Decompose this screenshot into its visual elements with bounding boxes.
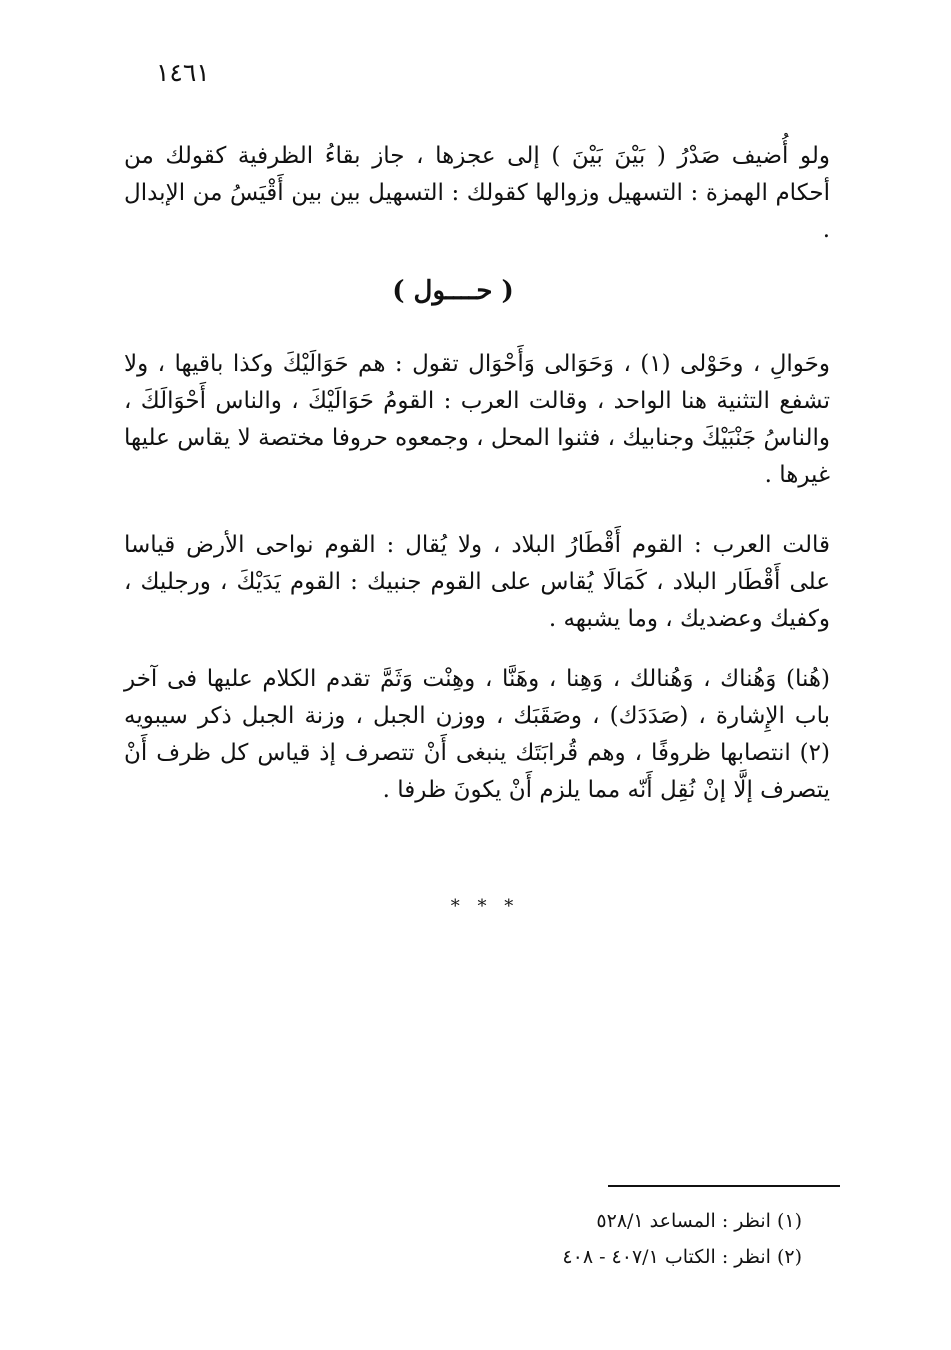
paragraph-text: وحَوالِ ، وحَوْلى (١) ، وَحَوَالى وَأَحْوَال تقول : هم حَوَالَيْكَ وكذا باقيها ، ولا تشفع التثنية هنا الواحد ، وقالت العرب : القومُ حَوَالَيْكَ ، والناس أَحْوَالَكَ ، والناسُ جَنْبَيْكَ وجنابيك ، فثنوا المحل ، وجمعوه حروفا مختصة لا يقاس عليها غيرها . xyxy=(124,351,830,488)
paragraph-1 xyxy=(124,346,830,494)
page-number: ١٤٦١ xyxy=(156,58,210,87)
paragraph-3 xyxy=(124,661,830,809)
paragraph-text: قالت العرب : القوم أَقْطَارُ البلاد ، ولا يُقال : القوم نواحى الأرض قياسا على أَقْطَار البلاد ، كَمَالَا يُقاس على القوم جنبيك : القوم يَدَيْكَ ، ورجليك ، وكفيك وعضديك ، وما يشبهه . xyxy=(124,532,830,632)
footnote-1: (١) انظر : المساعد ٥٢٨/١ xyxy=(596,1210,802,1232)
section-separator: * * * xyxy=(450,896,520,917)
intro-text: ولو أُضيف صَدْرُ ( بَيْنَ بَيْنَ ) إلى عجزها ، جاز بقاءُ الظرفية كقولك من أحكام الهمزة : التسهيل وزوالها كقولك : التسهيل بين بين أَقْيَسُ من الإبدال . xyxy=(124,143,830,243)
footnote-2: (٢) انظر : الكتاب ٤٠٧/١ - ٤٠٨ xyxy=(562,1246,802,1268)
paragraph-text: (هُنا) وَهُناك ، وَهُنالك ، وَهِنا ، وهَنَّا ، وهِنْت وَثَمَّ تقدم الكلام عليها فى آخر باب الإِشارة ، (صَدَدَك) ، وصَقَبَك ، ووزن الجبل ، وزنة الجبل ذكر سيبويه (٢) انتصابها ظروفًا ، وهم قُرابَتَك ينبغى أَنْ تتصرف إذ قياس كل ظرف أَنْ يتصرف إلَّا إنْ نُقِل أَنّه مما يلزم أَنْ يكونَ ظرفا . xyxy=(124,666,830,803)
intro-paragraph xyxy=(124,138,830,249)
paragraph-2 xyxy=(124,527,830,638)
footnote-divider xyxy=(608,1185,840,1187)
section-heading: ( حــــول ) xyxy=(392,276,514,306)
